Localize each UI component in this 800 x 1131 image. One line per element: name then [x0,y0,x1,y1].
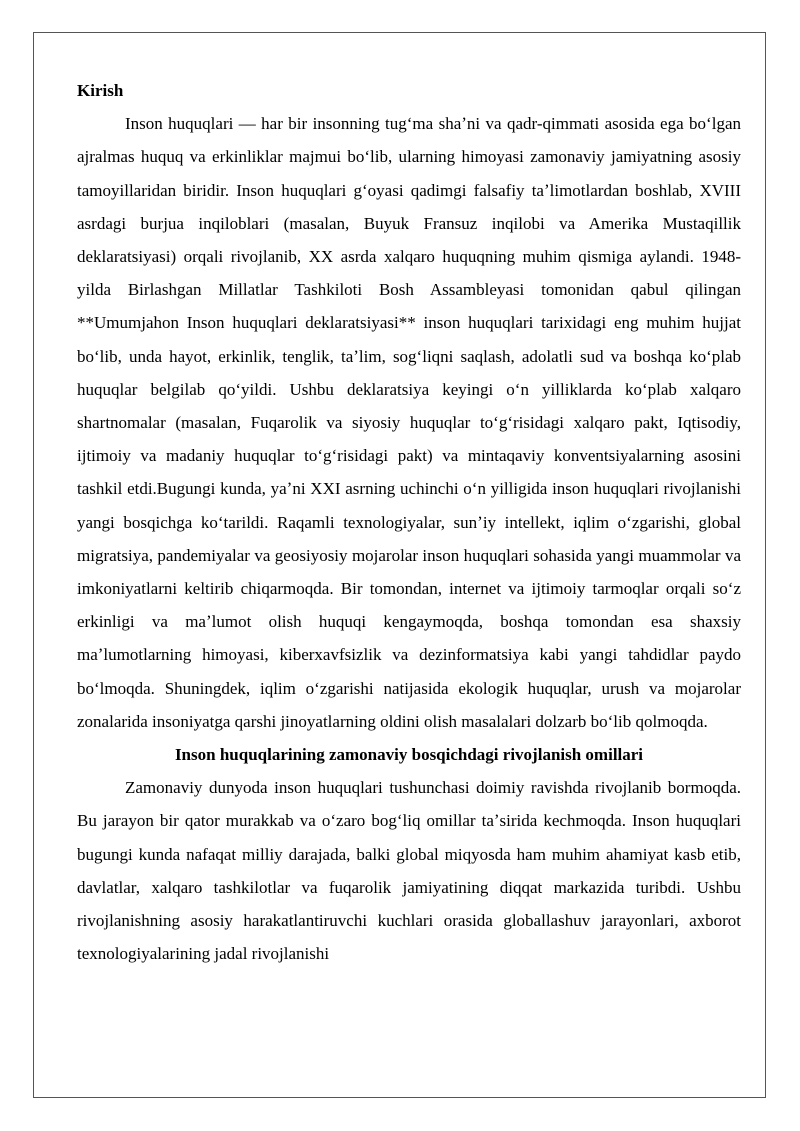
document-body [77,74,741,970]
section-title-kirish: Kirish [77,81,124,100]
factors-paragraph: Zamonaviy dunyoda inson huquqlari tushunchasi doimiy ravishda rivojlanib bormoqda. Bu jarayon bir qator murakkab va oʻzaro bogʻliq omillar taʼsirida kechmoqda. Inson huquqlari bugungi kunda nafaqat milliy darajada, balki global miqyosda ham muhim ahamiyat kasb etib, davlatlar, xalqaro tashkilotlar va fuqarolik jamiyatining diqqat markazida turibdi. Ushbu rivojlanishning asosiy harakatlantiruvchi kuchlari orasida globallashuv jarayonlari, axborot texnologiyalarining jadal rivojlanishi [77,778,741,964]
intro-paragraph: Inson huquqlari — har bir insonning tugʻma shaʼni va qadr-qimmati asosida ega boʻlgan ajralmas huquq va erkinliklar majmui boʻlib, ularning himoyasi zamonaviy jamiyatning asosiy tamoyillaridan biridir. Inson huquqlari gʻoyasi qadimgi falsafiy taʼlimotlardan boshlab, XVIII asrdagi burjua inqiloblari (masalan, Buyuk Fransuz inqilobi va Amerika Mustaqillik deklaratsiyasi) orqali rivojlanib, XX asrda xalqaro huquqning muhim qismiga aylandi. 1948-yilda Birlashgan Millatlar Tashkiloti Bosh Assambleyasi tomonidan qabul qilingan **Umumjahon Inson huquqlari deklaratsiyasi** inson huquqlari tarixidagi eng muhim hujjat boʻlib, unda hayot, erkinlik, tenglik, taʼlim, sogʻliqni saqlash, adolatli sud va boshqa koʻplab huquqlar belgilab qoʻyildi. Ushbu deklaratsiya keyingi oʻn yilliklarda koʻplab xalqaro shartnomalar (masalan, Fuqarolik va siyosiy huquqlar toʻgʻrisidagi xalqaro pakt, Iqtisodiy, ijtimoiy va madaniy huquqlar toʻgʻrisidagi pakt) va mintaqaviy konventsiyalarning asosini tashkil etdi.Bugungi kunda, yaʼni XXI asrning uchinchi oʻn yilligida inson huquqlari rivojlanishi yangi bosqichga koʻtarildi. Raqamli texnologiyalar, sunʼiy intellekt, iqlim oʻzgarishi, global migratsiya, pandemiyalar va geosiyosiy mojarolar inson huquqlari sohasida yangi muammolar va imkoniyatlarni keltirib chiqarmoqda. Bir tomondan, internet va ijtimoiy tarmoqlar orqali soʻz erkinligi va maʼlumot olish huquqi kengaymoqda, boshqa tomondan esa shaxsiy maʼlumotlarning himoyasi, kiberxavfsizlik va dezinformatsiya kabi yangi tahdidlar paydo boʻlmoqda. Shuningdek, iqlim oʻzgarishi natijasida ekologik huquqlar, urush va mojarolar zonalarida insoniyatga qarshi jinoyatlarning oldini olish masalalari dolzarb boʻlib qolmoqda. [77,114,741,731]
section-title-factors: Inson huquqlarining zamonaviy bosqichdagi rivojlanish omillari [174,745,644,765]
